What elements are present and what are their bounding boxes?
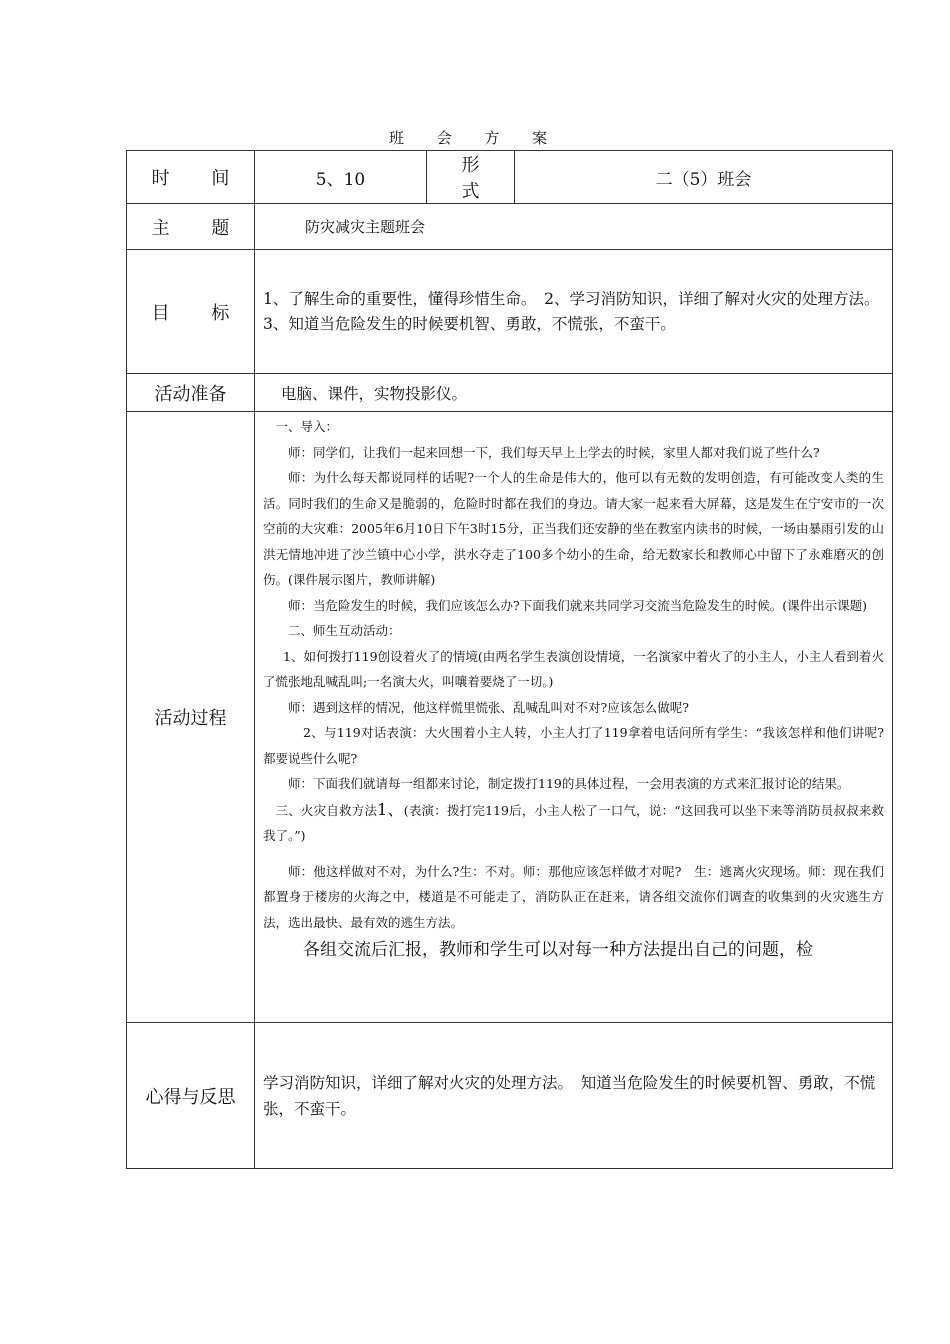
topic-label: 主 题	[127, 204, 255, 250]
process-paragraph: 师：当危险发生的时候，我们应该怎么办?下面我们就来共同学习交流当危险发生的时候。(课件出示课题)	[288, 597, 867, 613]
document-title: 班 会 方 案	[388, 129, 562, 147]
process-intro-heading: 一、导入：	[275, 419, 339, 434]
row-process	[127, 412, 893, 1023]
topic-value: 防灾减灾主题班会	[255, 204, 893, 250]
process-paragraph: 师：同学们，让我们一起来回想一下，我们每天早上上学去的时候，家里人都对我们说了些什么?	[288, 444, 820, 460]
form-label: 形 式	[427, 151, 515, 204]
form-value: 二（5）班会	[515, 151, 893, 204]
reflect-text: 学习消防知识，详细了解对火灾的处理方法。 知道当危险发生的时候要机智、勇敢，不慌张，不蛮干。	[255, 1023, 893, 1169]
process-paragraph: 师：为什么每天都说同样的话呢?一个人的生命是伟大的，他可以有无数的发明创造，有可能改变人类的生活。同时我们的生命又是脆弱的，危险时时都在我们的身边。请大家一起来看大屏幕，这是发生在宁安市的一次空前的大灾难：2005年6月10日下午3时15分，正当我们还安静的坐在教室内读书的时候，一场由暴雨引发的山洪无情地冲进了沙兰镇中心小学，洪水夺走了100多个幼小的生命，给无数家长和教师心中留下了永难磨灭的创伤。(课件展示图片，教师讲解)	[263, 470, 884, 587]
reflect-label: 心得与反思	[127, 1023, 255, 1169]
prep-label: 活动准备	[127, 374, 255, 412]
goal-label: 目 标	[127, 250, 255, 374]
goal-text: 1、了解生命的重要性，懂得珍惜生命。 2、学习消防知识，详细了解对火灾的处理方法。 3、知道当危险发生的时候要机智、勇敢，不慌张，不蛮干。	[255, 250, 893, 374]
process-paragraph: 师：下面我们就请每一组都来讨论，制定拨打119的具体过程，一会用表演的方式来汇报讨论的结果。	[288, 776, 850, 791]
row-prep	[127, 374, 893, 412]
time-value: 5、10	[255, 151, 427, 204]
plan-table	[126, 150, 893, 1169]
process-selfrescue-text: (表演：拨打完119后，小主人松了一口气，说：“这回我可以坐下来等消防员叔叔来救我了。”)	[263, 802, 884, 843]
process-interaction-heading: 二、师生互动活动：	[288, 623, 401, 638]
process-selfrescue-heading: 三、火灾自救方法	[275, 802, 378, 818]
process-paragraph: 2、与119对话表演：大火围着小主人转，小主人打了119拿着电话问所有学生：“我该怎样和他们讲呢?都要说些什么呢?	[263, 725, 884, 766]
prep-value: 电脑、课件，实物投影仪。	[255, 374, 893, 412]
row-topic	[127, 204, 893, 250]
process-paragraph: 师：他这样做对不对，为什么?生：不对。师：那他应该怎样做才对呢? 生：逃离火灾现场。师：现在我们都置身于楼房的火海之中，楼道是不可能走了，消防队正在赶来，请各组交流你们调查的收集到的火灾逃生方法，选出最快、最有效的逃生方法。	[263, 863, 884, 930]
process-content	[255, 412, 893, 1023]
process-paragraph-large: 各组交流后汇报，教师和学生可以对每一种方法提出自己的问题，检	[303, 940, 813, 960]
process-label: 活动过程	[127, 412, 255, 1023]
process-selfrescue-number: 1、	[377, 799, 404, 819]
row-goal	[127, 250, 893, 374]
process-paragraph: 1、如何拨打119创设着火了的情境(由两名学生表演创设情境，一名演家中着火了的小主人，小主人看到着火了慌张地乱喊乱叫;一名演大火，叫嚷着要烧了一切。)	[263, 648, 884, 689]
row-reflect	[127, 1023, 893, 1169]
row-time-form	[127, 151, 893, 204]
process-paragraph: 师：遇到这样的情况，他这样慌里慌张、乱喊乱叫对不对?应该怎么做呢?	[288, 699, 689, 715]
time-label: 时 间	[127, 151, 255, 204]
process-selfrescue-paragraph	[263, 797, 884, 849]
